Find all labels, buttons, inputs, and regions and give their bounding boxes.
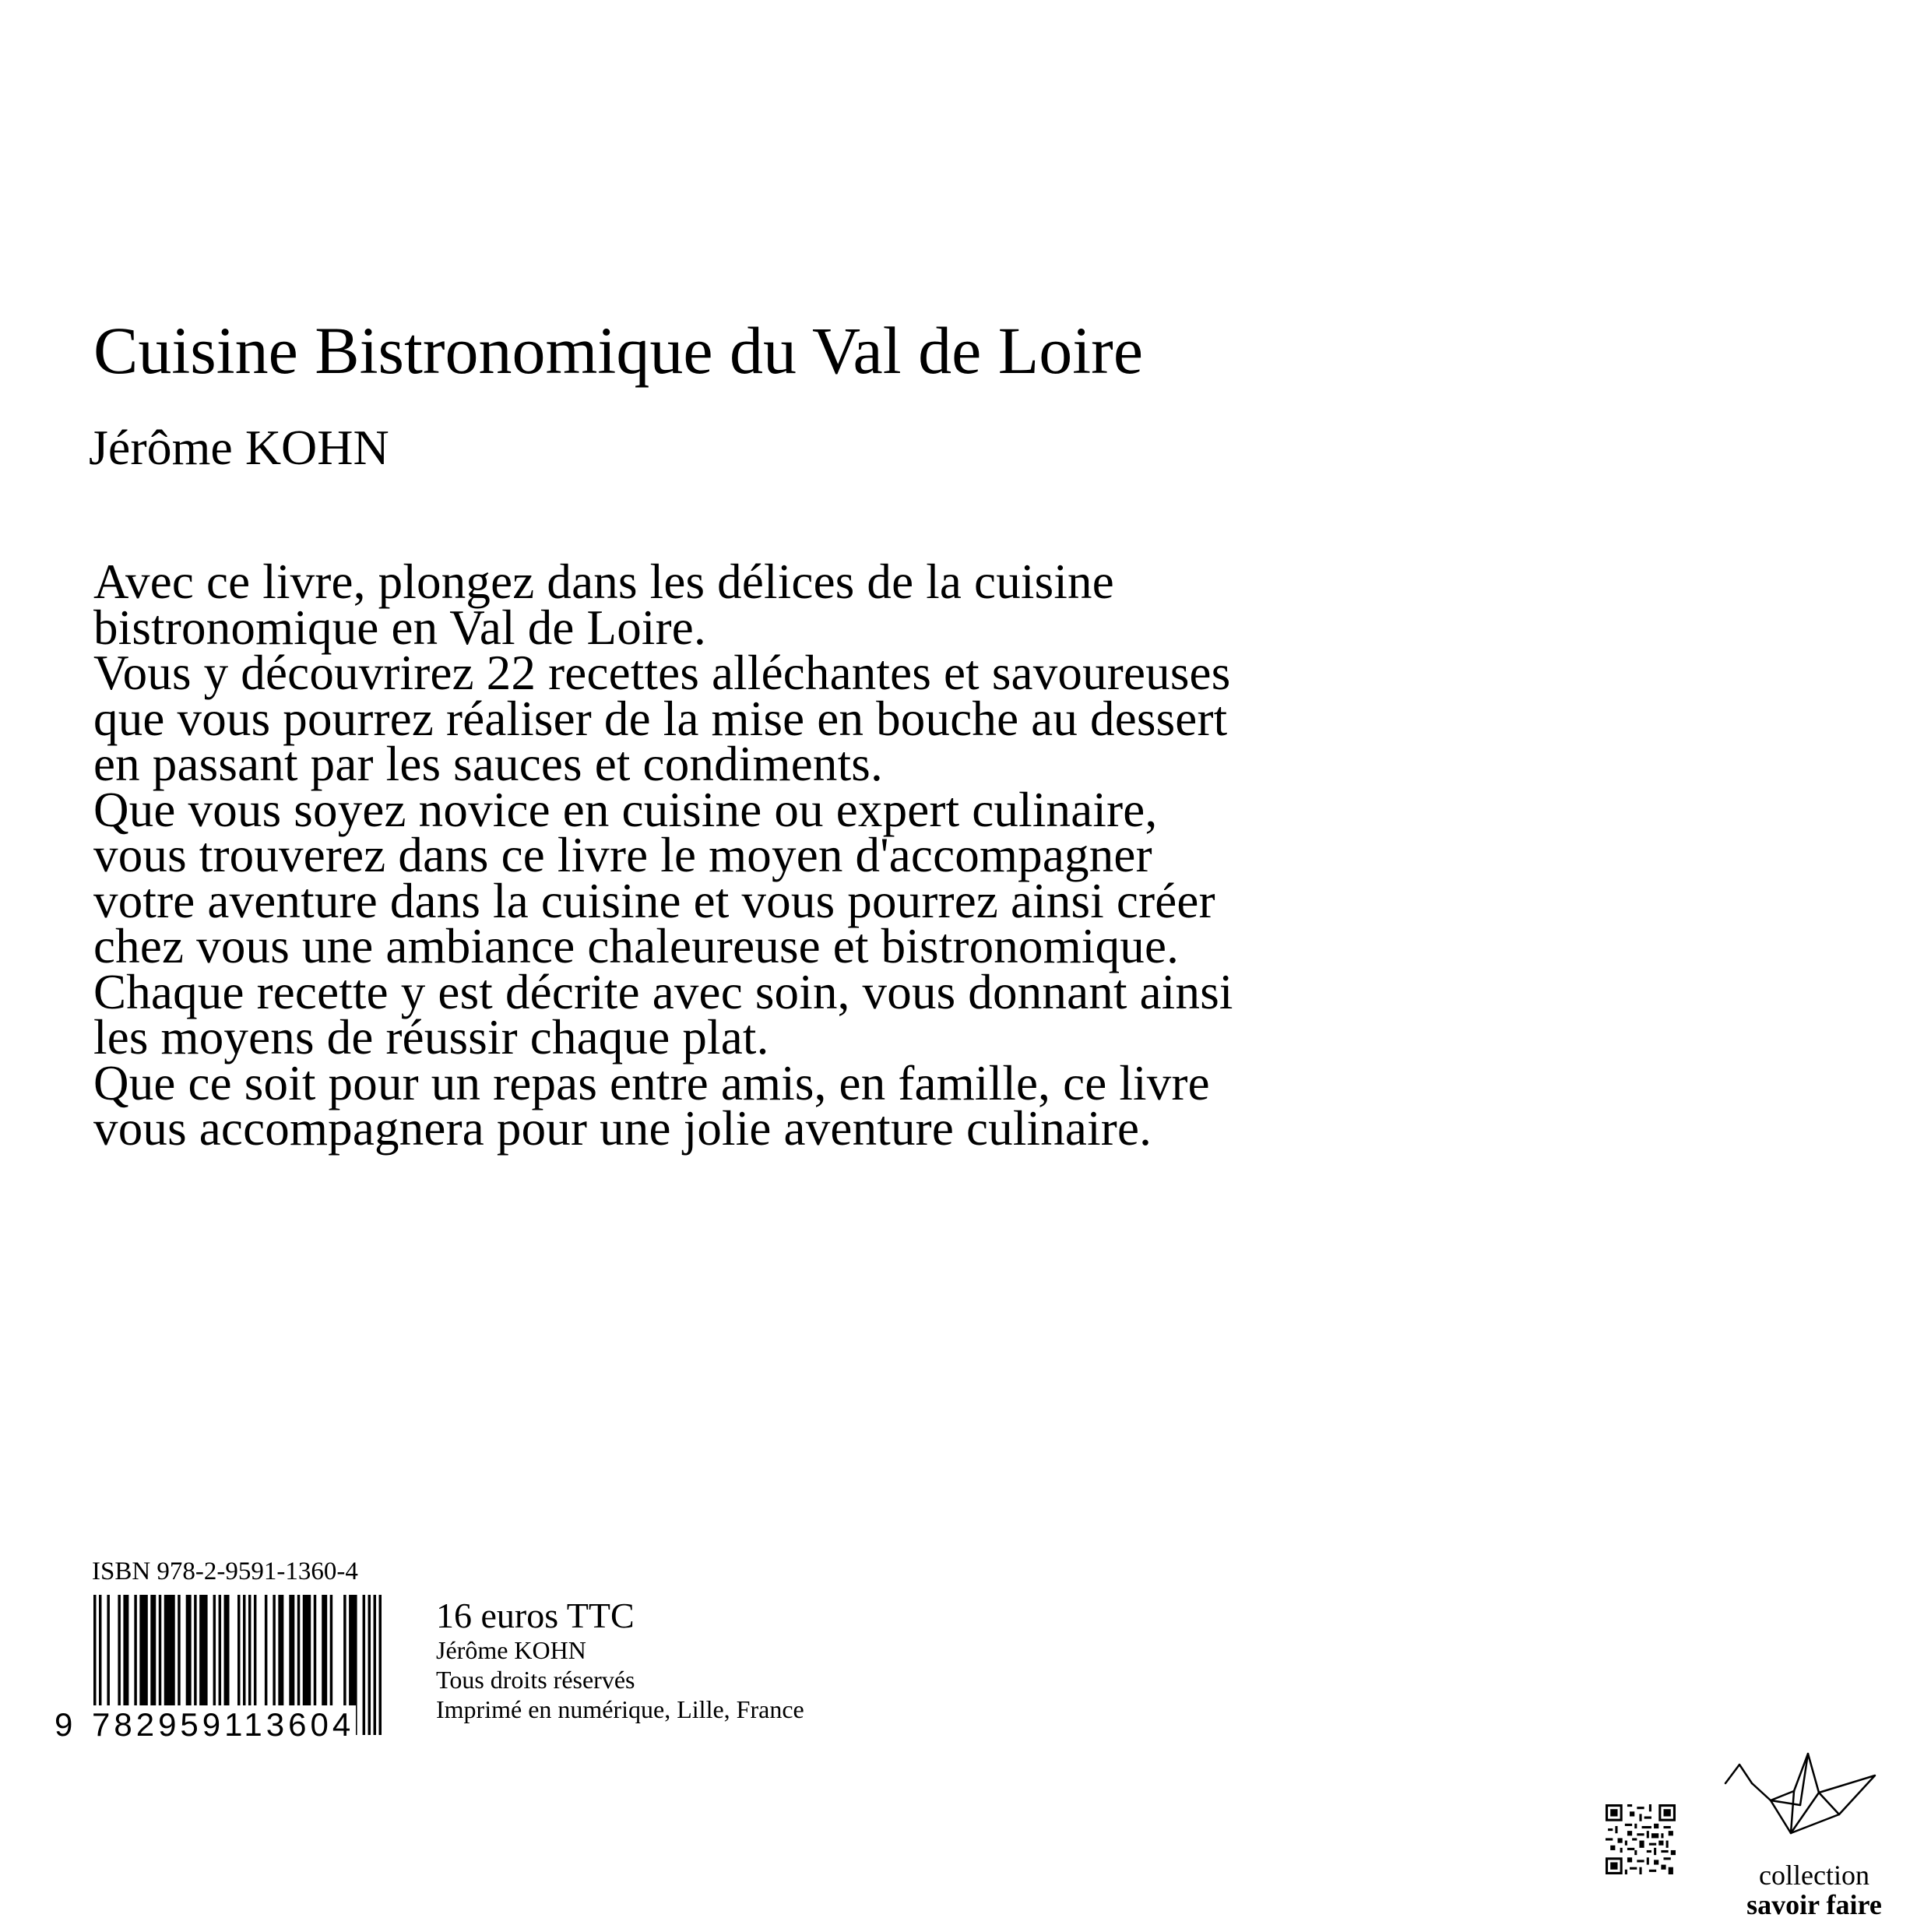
blurb-line: en passant par les sauces et condiments.	[93, 737, 883, 791]
blurb-line: Que ce soit pour un repas entre amis, en famille, ce livre	[93, 1055, 1210, 1110]
book-author: Jérôme KOHN	[89, 420, 389, 475]
price: 16 euros TTC	[436, 1596, 635, 1635]
blurb-line: Vous y découvrirez 22 recettes alléchantes et savoureuses	[93, 646, 1231, 700]
blurb-line: vous trouverez dans ce livre le moyen d'accompagner	[93, 828, 1152, 882]
blurb-line: les moyens de réussir chaque plat.	[93, 1010, 769, 1065]
collection-name: savoir faire	[1746, 1889, 1882, 1920]
collection-label: collection	[1759, 1860, 1869, 1891]
barcode-digit-group: 782959113604	[92, 1706, 355, 1743]
printing-notice: Imprimé en numérique, Lille, France	[436, 1695, 804, 1723]
blurb-line: chez vous une ambiance chaleureuse et bistronomique.	[93, 919, 1180, 973]
rights-notice: Tous droits réservés	[436, 1666, 635, 1694]
blurb-line: Chaque recette y est décrite avec soin, vous donnant ainsi	[93, 964, 1233, 1019]
back-cover-blurb	[93, 554, 1511, 1156]
book-title: Cuisine Bistronomique du Val de Loire	[93, 313, 1143, 388]
qr-code-icon	[1606, 1804, 1676, 1874]
blurb-line: Avec ce livre, plongez dans les délices de la cuisine	[93, 554, 1114, 609]
barcode-first-digit: 9	[55, 1706, 77, 1743]
blurb-line: Que vous soyez novice en cuisine ou expert culinaire,	[93, 782, 1158, 837]
publisher-author: Jérôme KOHN	[436, 1636, 586, 1664]
origami-crane-logo-icon	[1722, 1752, 1878, 1838]
blurb-line: que vous pourrez réaliser de la mise en bouche au dessert	[93, 691, 1228, 746]
blurb-line: vous accompagnera pour une jolie aventure culinaire.	[93, 1101, 1152, 1156]
blurb-line: votre aventure dans la cuisine et vous pourrez ainsi créer	[93, 873, 1215, 928]
barcode-digits	[55, 1705, 389, 1744]
blurb-line: bistronomique en Val de Loire.	[93, 600, 706, 655]
isbn-label: ISBN 978-2-9591-1360-4	[92, 1557, 358, 1585]
